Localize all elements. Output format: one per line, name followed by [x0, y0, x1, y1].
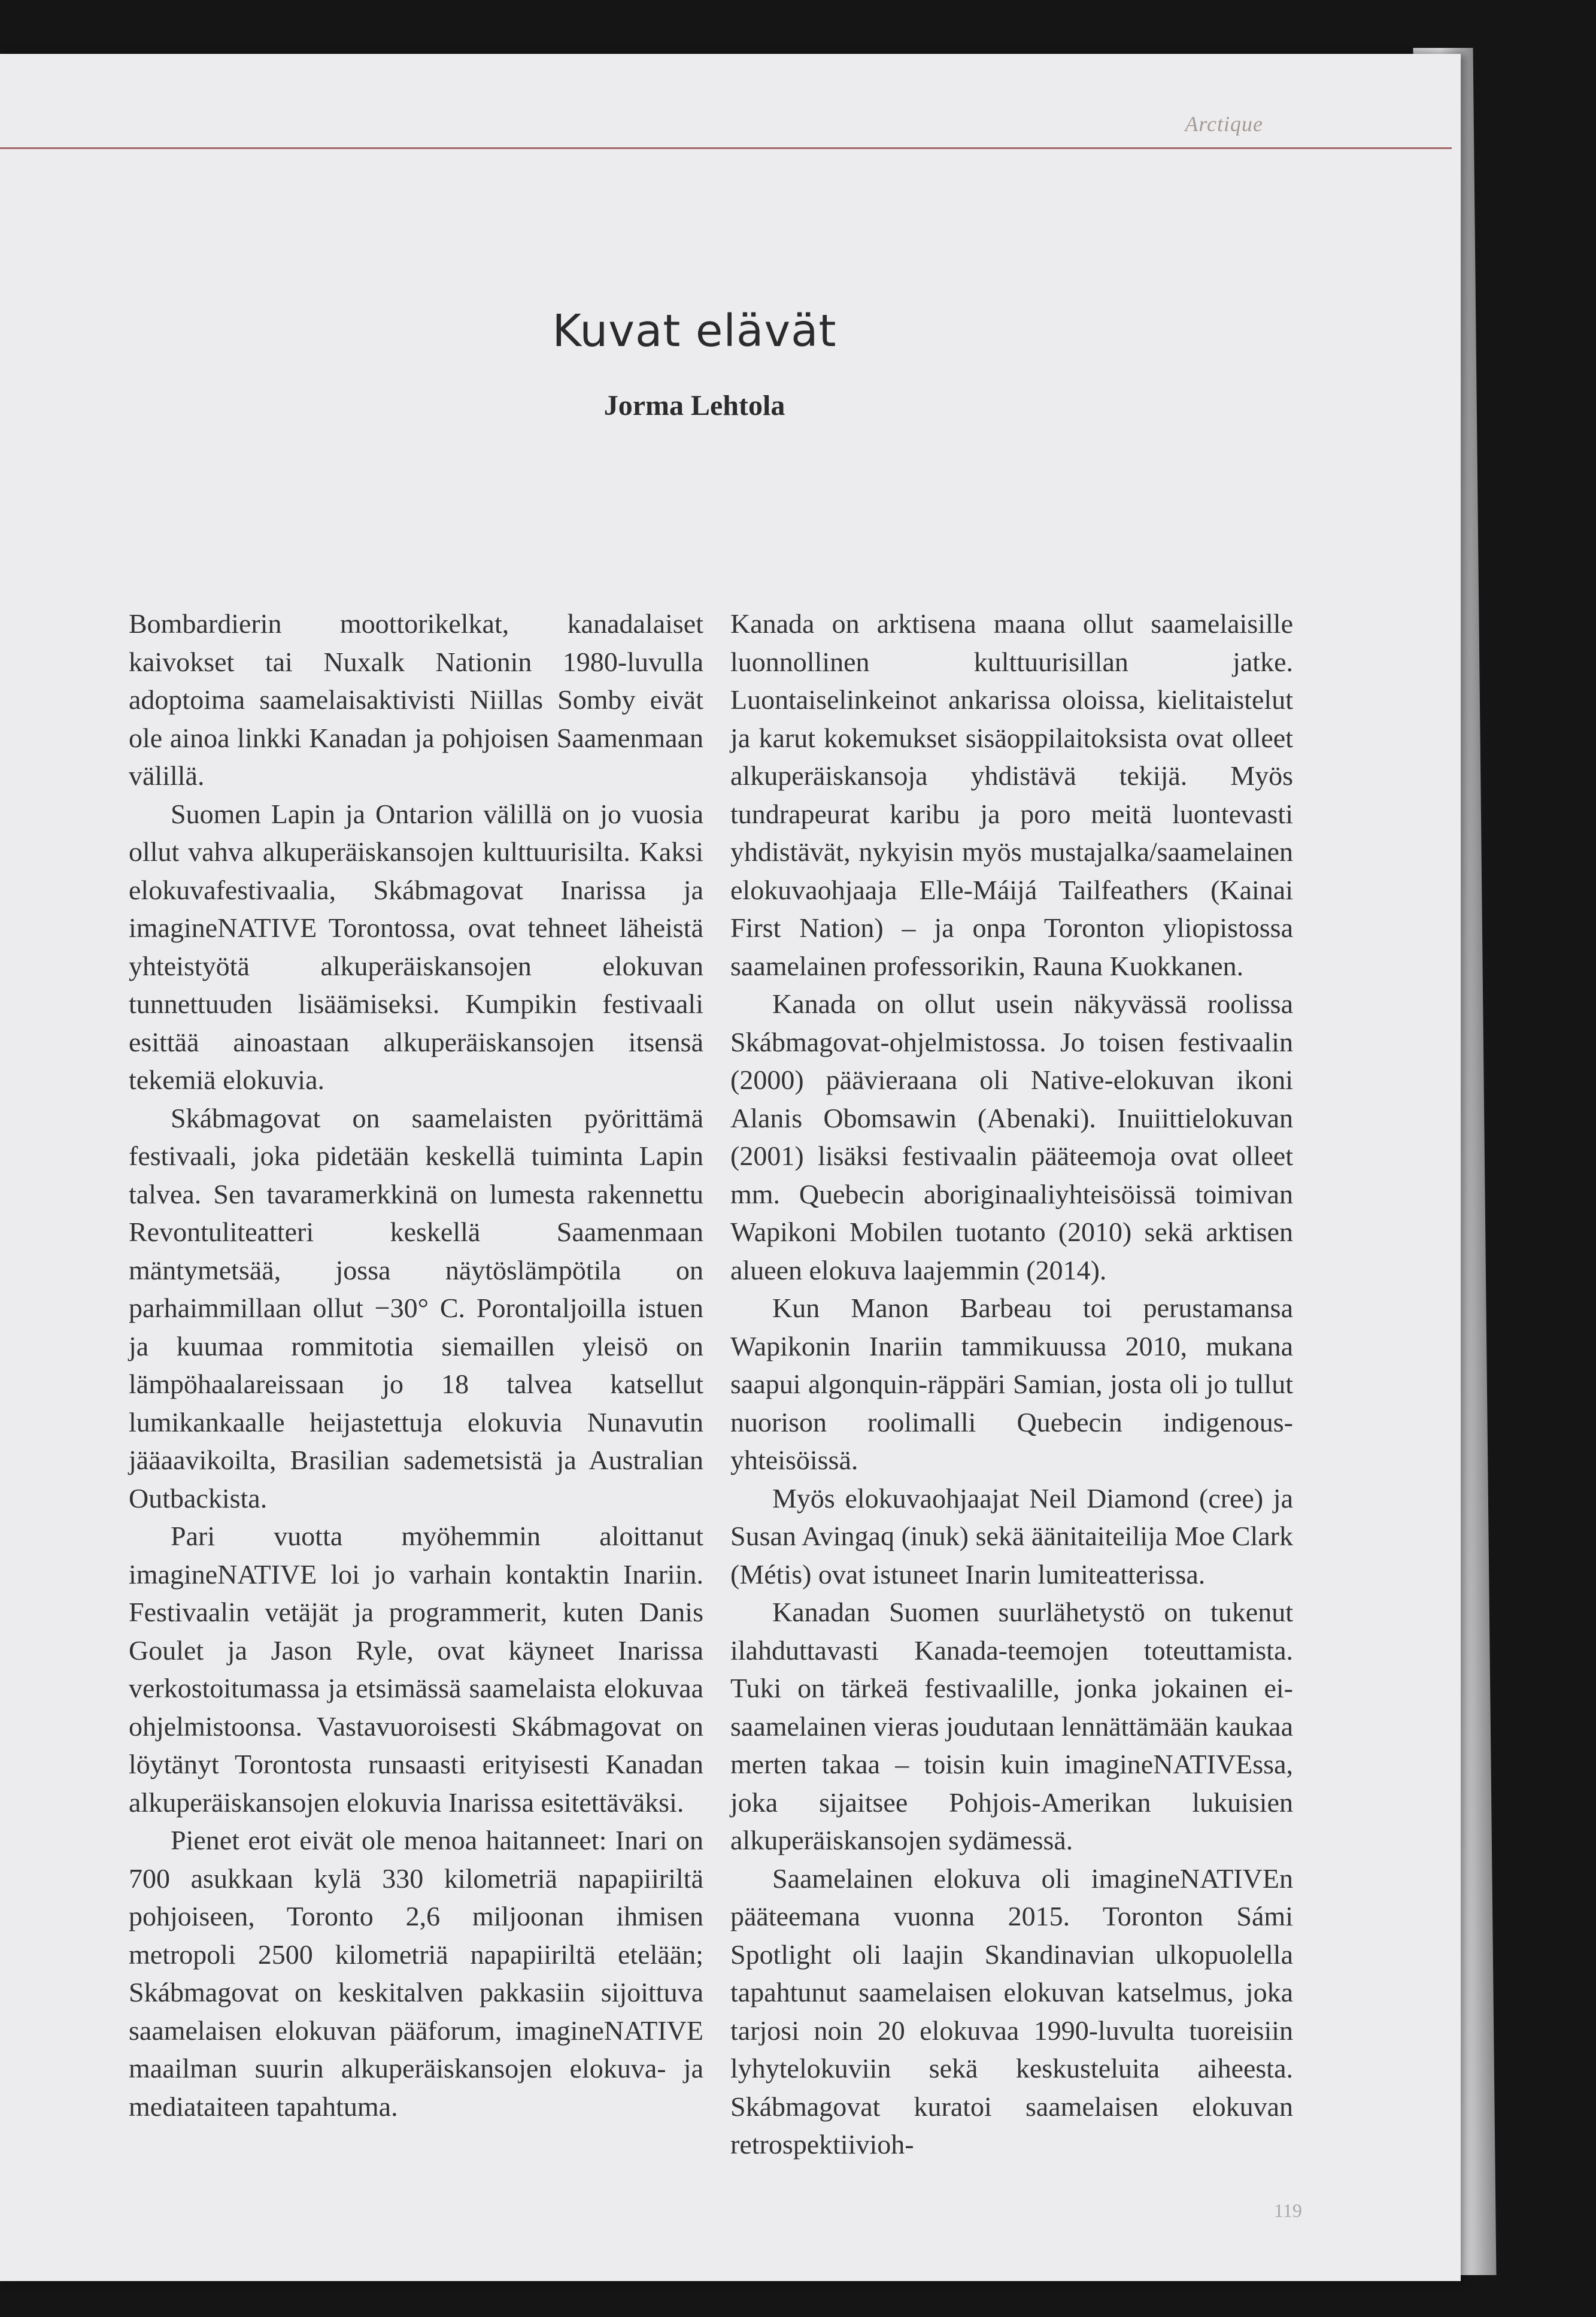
header-rule [0, 147, 1452, 149]
text-column-left [129, 605, 703, 2125]
article-author: Jorma Lehtola [603, 390, 785, 421]
paragraph: Suomen Lapin ja Ontarion välillä on jo vuosia ollut vahva alkuperäiskansojen kulttuurisilta. Kaksi elokuvafestivaalia, Skábmagovat Inarissa ja imagineNATIVE Torontossa, ovat tehneet läheistä yhteistyötä alkuperäiskansojen elokuvan tunnettuuden lisäämiseksi. Kumpikin festivaali esittää ainoastaan alkuperäiskansojen itsensä tekemiä elokuvia. [129, 798, 703, 1095]
paragraph: Kanadan Suomen suurlähetystö on tukenut ilahduttavasti Kanada-teemojen toteuttamista. Tuki on tärkeä festivaalille, jonka jokainen ei-saamelainen vieras joudutaan lennättämään kaukaa merten takaa – toisin kuin imagineNATIVEssa, joka sijaitsee Pohjois-Amerikan lukuisien alkuperäiskansojen sydämessä. [730, 1597, 1294, 1855]
book-page [0, 54, 1461, 2281]
paragraph: Pienet erot eivät ole menoa haitanneet: Inari on 700 asukkaan kylä 330 kilometriä napapiiriltä pohjoiseen, Toronto 2,6 miljoonan ihmisen metropoli 2500 kilometriä napapiiriltä etelään; Skábmagovat on keskitalven pakkasiin sijoittuva saamelaisen elokuvan pääforum, imagineNATIVE maailman suurin alkuperäiskansojen elokuva- ja mediataiteen tapahtuma. [129, 1825, 703, 2122]
paragraph: Saamelainen elokuva oli imagineNATIVEn pääteemana vuonna 2015. Toronton Sámi Spotlight oli laajin Skandinavian ulkopuolella tapahtunut saamelaisen elokuvan katselmus, joka tarjosi noin 20 elokuvaa 1990-luvulta tuoreisiin lyhytelokuviin sekä keskusteluita aiheesta. Skábmagovat kuratoi saamelaisen elokuvan retrospektiivioh- [730, 1863, 1293, 2160]
paragraph: Kanada on ollut usein näkyvässä roolissa Skábmagovat-ohjelmistossa. Jo toisen festivaalin (2000) päävieraana oli Native-elokuvan ikoni Alanis Obomsawin (Abenaki). Inuiittielokuvan (2001) lisäksi festivaalin pääteemoja ovat olleet mm. Quebecin aboriginaaliyhteisöissä toimivan Wapikoni Mobilen tuotanto (2010) sekä arktisen alueen elokuva laajemmin (2014). [730, 988, 1293, 1285]
page-number: 119 [1274, 2200, 1302, 2221]
paragraph: Pari vuotta myöhemmin aloittanut imagineNATIVE loi jo varhain kontaktin Inariin. Festivaalin vetäjät ja programmerit, kuten Danis Goulet ja Jason Ryle, ovat käyneet Inarissa verkostoitumassa ja etsimässä saamelaista elokuvaa ohjelmistoonsa. Vastavuoroisesti Skábmagovat on löytänyt Torontosta runsaasti erityisesti Kanadan alkuperäiskansojen elokuvia Inarissa esitettäväksi. [129, 1521, 703, 1818]
paragraph: Myös elokuvaohjaajat Neil Diamond (cree) ja Susan Avingaq (inuk) sekä äänitaiteilija Moe Clark (Métis) ovat istuneet Inarin lumiteatterissa. [730, 1482, 1293, 1590]
paragraph: Skábmagovat on saamelaisten pyörittämä festivaali, joka pidetään keskellä tuiminta Lapin talvea. Sen tavaramerkkinä on lumesta rakennettu Revontuliteatteri keskellä Saamenmaan mäntymetsää, jossa näytöslämpötila on parhaimmillaan ollut −30° C. Porontaljoilla istuen ja kuumaa rommitotia siemaillen yleisö on lämpöhaalareissaan jo 18 talvea katsellut lumikankaalle heijastettuja elokuvia Nunavutin jääaavikoilta, Brasilian sademetsistä ja Australian Outbackista. [129, 1102, 703, 1514]
article-title: Kuvat elävät [552, 305, 837, 357]
paragraph: Bombardierin moottorikelkat, kanadalaiset kaivokset tai Nuxalk Nationin 1980-luvulla adoptoima saamelaisaktivisti Niillas Somby eivät ole ainoa linkki Kanadan ja pohjoisen Saamenmaan välillä. [129, 608, 703, 791]
running-head: Arctique [1185, 112, 1263, 136]
paragraph: Kun Manon Barbeau toi perustamansa Wapikonin Inariin tammikuussa 2010, mukana saapui algonquin-räppäri Samian, josta oli jo tullut nuorison roolimalli Quebecin indigenous-yhteisöissä. [730, 1293, 1293, 1475]
paragraph: Kanada on arktisena maana ollut saamelaisille luonnollinen kulttuurisillan jatke. Luontaiselinkeinot ankarissa oloissa, kielitaistelut ja karut kokemukset sisäoppilaitoksista ovat olleet alkuperäiskansoja yhdistävä tekijä. Myös tundrapeurat karibu ja poro meitä luontevasti yhdistävät, nykyisin myös mustajalka/saamelainen elokuvaohjaaja Elle-Máijá Tailfeathers (Kainai First Nation) – ja onpa Toronton yliopistossa saamelainen professorikin, Rauna Kuokkanen. [730, 608, 1293, 981]
text-column-right [730, 605, 1293, 2164]
